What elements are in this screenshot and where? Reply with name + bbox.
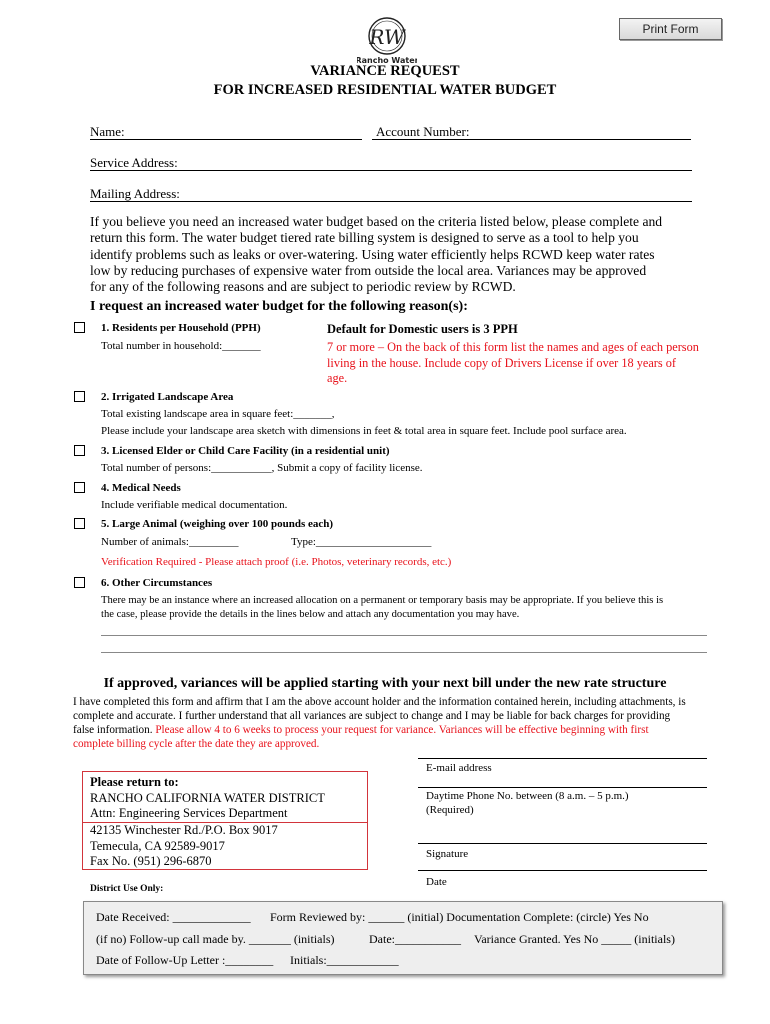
account-number-line[interactable] bbox=[372, 139, 691, 140]
reason3-checkbox[interactable] bbox=[74, 445, 85, 456]
reasons-heading: I request an increased water budget for the following reason(s): bbox=[90, 299, 468, 314]
name-label: Name: bbox=[90, 124, 125, 139]
reason6-text bbox=[101, 594, 663, 622]
signature-label: Signature bbox=[426, 848, 469, 860]
intro-paragraph bbox=[90, 214, 730, 295]
affirm-line: complete billing cycle after the date they are approved. bbox=[73, 738, 320, 750]
reason6-details-line[interactable] bbox=[101, 652, 707, 653]
print-form-button[interactable]: Print Form bbox=[619, 18, 722, 40]
reason3-persons-line: Total number of persons:___________, Submit a copy of facility license. bbox=[101, 462, 423, 474]
phone-label: Daytime Phone No. between (8 a.m. – 5 p.m.) bbox=[426, 790, 629, 802]
reason5-title: 5. Large Animal (weighing over 100 pounds each) bbox=[101, 518, 334, 530]
district-use-label: District Use Only: bbox=[90, 884, 164, 894]
district-date-received: Date Received: _____________ bbox=[96, 910, 251, 924]
email-label: E-mail address bbox=[426, 762, 492, 774]
logo-text: Rancho Water bbox=[357, 56, 417, 65]
phone-line[interactable] bbox=[418, 787, 707, 788]
reason2-sketch-line: Please include your landscape area sketch with dimensions in feet & total area in square feet. Include pool surface area. bbox=[101, 425, 627, 437]
reason2-title: 2. Irrigated Landscape Area bbox=[101, 391, 234, 403]
district-form-reviewed: Form Reviewed by: ______ (initial) Documentation Complete: (circle) Yes No bbox=[270, 910, 649, 924]
signature-line[interactable] bbox=[418, 843, 707, 844]
reason4-checkbox[interactable] bbox=[74, 482, 85, 493]
reason6-text-line: the case, please provide the details in the lines below and attach any documentation you may have. bbox=[101, 609, 520, 620]
intro-line: low by reducing purchases of expensive water from outside the local area. Variances may be approved bbox=[90, 262, 647, 278]
return-line: RANCHO CALIFORNIA WATER DISTRICT bbox=[90, 790, 325, 805]
email-line[interactable] bbox=[418, 758, 707, 759]
date-label: Date bbox=[426, 876, 447, 888]
service-address-label: Service Address: bbox=[90, 155, 178, 170]
return-address bbox=[90, 775, 325, 822]
reason5-verification: Verification Required - Please attach proof (i.e. Photos, veterinary records, etc.) bbox=[101, 556, 452, 568]
approval-heading: If approved, variances will be applied starting with your next bill under the new rate structure bbox=[103, 676, 667, 691]
reason3-title: 3. Licensed Elder or Child Care Facility (in a residential unit) bbox=[101, 445, 390, 457]
affirm-text: false information. bbox=[73, 724, 153, 736]
district-initials: Initials:____________ bbox=[290, 953, 399, 967]
affirm-line: I have completed this form and affirm that I am the above account holder and the information contained herein, including attachments, is bbox=[73, 696, 686, 708]
reason1-note-line: 7 or more – On the back of this form list the names and ages of each person bbox=[327, 340, 699, 354]
return-line: Fax No. (951) 296-6870 bbox=[90, 854, 212, 868]
return-heading: Please return to: bbox=[90, 775, 179, 789]
intro-line: for any of the following reasons and are subject to periodic review by RCWD. bbox=[90, 279, 516, 295]
reason4-line: Include verifiable medical documentation. bbox=[101, 499, 288, 511]
intro-line: identify problems such as leaks or over-watering. Using water efficiently helps RCWD keep water rates bbox=[90, 246, 655, 262]
reason6-text-line: There may be an instance where an increased allocation on a permanent or temporary basis may be appropriate. If you believe this is bbox=[101, 595, 664, 606]
district-variance-granted: Variance Granted. Yes No _____ (initials) bbox=[474, 932, 675, 946]
affirm-line: complete and accurate. I further understand that all variances are subject to change and I may be liable for back charges for providing bbox=[73, 710, 671, 722]
reason1-title: 1. Residents per Household (PPH) bbox=[101, 322, 261, 334]
logo-monogram: RW bbox=[369, 25, 405, 49]
return-line: Temecula, CA 92589-9017 bbox=[90, 838, 225, 853]
affirm-line bbox=[73, 723, 703, 737]
reason6-details-line[interactable] bbox=[101, 635, 707, 636]
rancho-water-logo bbox=[357, 14, 417, 66]
phone-required: (Required) bbox=[426, 804, 474, 816]
reason5-animals-line: Number of animals:_________ bbox=[101, 536, 239, 548]
form-title: VARIANCE REQUEST bbox=[310, 63, 460, 79]
reason6-title: 6. Other Circumstances bbox=[101, 577, 213, 589]
reason6-checkbox[interactable] bbox=[74, 577, 85, 588]
district-use-box bbox=[83, 901, 723, 975]
reason5-checkbox[interactable] bbox=[74, 518, 85, 529]
reason1-note bbox=[327, 340, 699, 387]
form-subtitle: FOR INCREASED RESIDENTIAL WATER BUDGET bbox=[213, 82, 557, 98]
return-address-street bbox=[90, 823, 278, 870]
reason2-area-line: Total existing landscape area in square feet:_______, bbox=[101, 408, 335, 420]
name-line[interactable] bbox=[90, 139, 362, 140]
reason4-title: 4. Medical Needs bbox=[101, 482, 181, 494]
reason1-note-line: age. bbox=[327, 371, 348, 385]
reason1-default: Default for Domestic users is 3 PPH bbox=[327, 322, 518, 336]
mailing-address-label: Mailing Address: bbox=[90, 186, 180, 201]
mailing-address-line[interactable] bbox=[90, 201, 692, 202]
intro-line: If you believe you need an increased water budget based on the criteria listed below, please complete and bbox=[90, 214, 663, 229]
district-followup-letter: Date of Follow-Up Letter :________ bbox=[96, 953, 274, 967]
date-line[interactable] bbox=[418, 870, 707, 871]
intro-line: return this form. The water budget tiered rate billing system is designed to serve as a tool to help you bbox=[90, 230, 639, 246]
affirmation-paragraph bbox=[73, 695, 703, 751]
affirm-processing-note: Please allow 4 to 6 weeks to process your request for variance. Variances will be effective beginning with first bbox=[152, 724, 649, 736]
reason2-checkbox[interactable] bbox=[74, 391, 85, 402]
return-line: Attn: Engineering Services Department bbox=[90, 806, 288, 820]
reason5-type-line: Type:_____________________ bbox=[291, 536, 432, 548]
district-followup-date: Date:___________ bbox=[369, 932, 461, 946]
district-followup-call: (if no) Follow-up call made by. _______ (initials) bbox=[96, 932, 335, 946]
account-number-label: Account Number: bbox=[376, 124, 470, 139]
reason1-note-line: living in the house. Include copy of Drivers License if over 18 years of bbox=[327, 355, 676, 370]
reason1-household-line: Total number in household:_______ bbox=[101, 340, 261, 352]
return-line: 42135 Winchester Rd./P.O. Box 9017 bbox=[90, 823, 278, 837]
service-address-line[interactable] bbox=[90, 170, 692, 171]
reason1-checkbox[interactable] bbox=[74, 322, 85, 333]
